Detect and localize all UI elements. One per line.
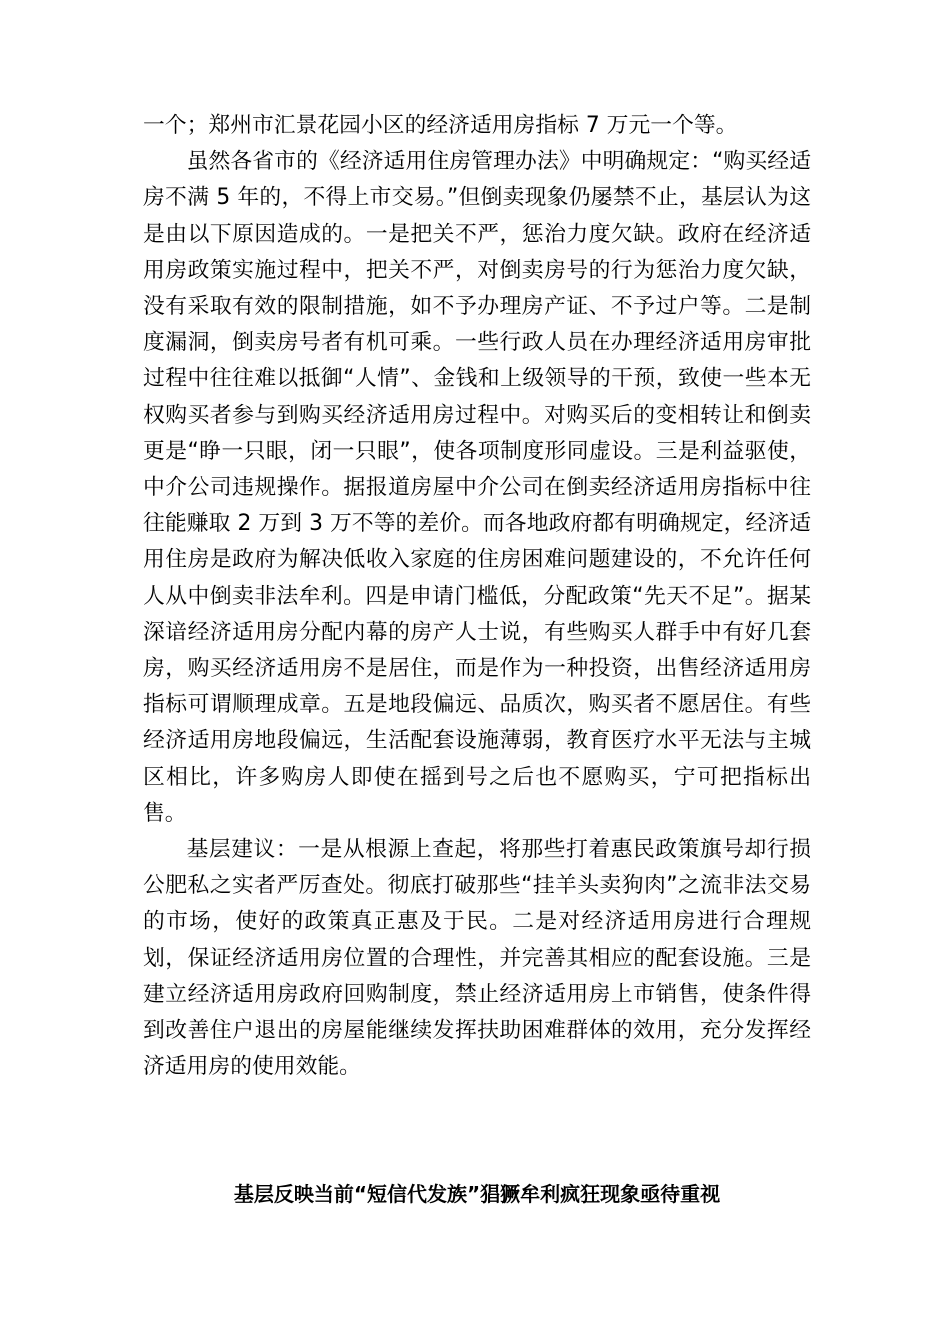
paragraph-continuation: 一个；郑州市汇景花园小区的经济适用房指标 7 万元一个等。: [143, 113, 738, 138]
paragraph-causes: 虽然各省市的《经济适用住房管理办法》中明确规定：“购买经适房不满 5 年的，不得上市交易。”但倒卖现象仍屡禁不止，基层认为这是由以下原因造成的。一是把关不严，惩治力度欠缺。政府在经济适用房政策实施过程中，把关不严，对倒卖房号的行为惩治力度欠缺，没有采取有效的限制措施，如不予办理房产证、不予过户等。二是制度漏洞，倒卖房号者有机可乘。一些行政人员在办理经济适用房审批过程中往往难以抵御“人情”、金钱和上级领导的干预，致使一些本无权购买者参与到购买经济适用房过程中。对购买后的变相转让和倒卖更是“睁一只眼，闭一只眼”，使各项制度形同虚设。三是利益驱使，中介公司违规操作。据报道房屋中介公司在倒卖经济适用房指标中往往能赚取 2 万到 3 万不等的差价。而各地政府都有明确规定，经济适用住房是政府为解决低收入家庭的住房困难问题建设的，不允许任何人从中倒卖非法牟利。四是申请门槛低，分配政策“先天不足”。据某深谙经济适用房分配内幕的房产人士说，有些购买人群手中有好几套房，购买经济适用房不是居住，而是作为一种投资，出售经济适用房指标可谓顺理成章。五是地段偏远、品质次，购买者不愿居住。有些经济适用房地段偏远，生活配套设施薄弱，教育医疗水平无法与主城区相比，许多购房人即使在摇到号之后也不愿购买，宁可把指标出售。: [143, 149, 811, 826]
document-body: [143, 108, 811, 1085]
paragraph-suggestions: 基层建议：一是从根源上查起，将那些打着惠民政策旗号却行损公肥私之实者严厉查处。彻底打破那些“挂羊头卖狗肉”之流非法交易的市场，使好的政策真正惠及于民。二是对经济适用房进行合理规划，保证经济适用房位置的合理性，并完善其相应的配套设施。三是建立经济适用房政府回购制度，禁止经济适用房上市销售，使条件得到改善住户退出的房屋能继续发挥扶助困难群体的效用，充分发挥经济适用房的使用效能。: [143, 837, 811, 1080]
section-heading: 基层反映当前“短信代发族”猖獗牟利疯狂现象亟待重视: [233, 1182, 721, 1206]
